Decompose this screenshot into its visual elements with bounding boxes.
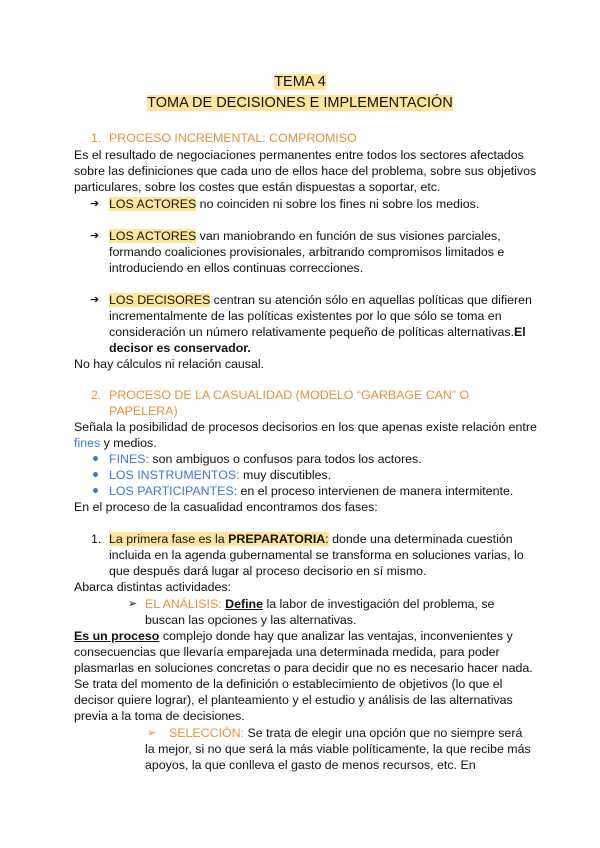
bullet-line-bold: decisor es conservador.: [109, 341, 251, 355]
phase1-line: que después dará lugar al proceso decisorio en sí mismo.: [109, 564, 427, 578]
arrowhead-icon: ➢: [128, 598, 138, 610]
term-decisores: LOS DECISORES: [109, 293, 211, 307]
seleccion-line: apoyos, la que conlleva el gasto de menos recursos, etc. En: [145, 758, 476, 772]
bullet-dot-icon: [93, 456, 98, 461]
arrow-icon: ➔: [90, 230, 100, 242]
arrow-icon: ➔: [90, 198, 100, 210]
proceso-line: Se trata del momento de la definición o establecimiento de objetivos (lo que el: [74, 677, 503, 691]
section1-intro-line: Es el resultado de negociaciones permanentes entre todos los sectores afectados: [74, 148, 524, 162]
proceso-line: consecuencias que llevaría emparejada una determinada medida, para poder: [74, 645, 500, 659]
term-actores: LOS ACTORES: [109, 229, 197, 243]
proceso-line: Es un proceso complejo donde hay que analizar las ventajas, inconvenientes y: [74, 629, 513, 643]
section2-title-cont: PAPELERA): [109, 404, 178, 418]
section2-intro-line: Señala la posibilidad de procesos decisorios en los que apenas existe relación entre: [74, 420, 537, 434]
bullet-actores-1: LOS ACTORES no coinciden ni sobre los fines ni sobre los medios.: [109, 197, 480, 211]
section2-number: 2.: [91, 388, 102, 402]
bullet-line: formando coaliciones provisionales, arbitrando compromisos limitados e: [109, 245, 505, 259]
proceso-line: plasmarlas en soluciones concretas o para decidir que no es necesario hacer nada.: [74, 661, 533, 675]
seleccion-line: la mejor, si no que será la más viable políticamente, la que recibe más: [145, 742, 531, 756]
analisis-item: EL ANÁLISIS: Define la labor de investigación del problema, se: [145, 597, 495, 611]
activities-label: Abarca distintas actividades:: [74, 580, 232, 594]
section1-number: 1.: [91, 131, 102, 145]
section2-intro-line: fines y medios.: [74, 436, 157, 450]
proceso-line: previa a la toma de decisiones.: [74, 709, 245, 723]
list-item-instrumentos: LOS INSTRUMENTOS: muy discutibles.: [109, 468, 332, 482]
section1-intro-line: particulares, sobre los costes que están dispuestas a soportar, etc.: [74, 180, 441, 194]
arrowhead-icon: ➢: [147, 727, 157, 739]
list-item-fines: FINES: son ambiguos o confusos para todos los actores.: [109, 452, 422, 466]
bullet-line: introduciendo en ellos continuas correcciones.: [109, 261, 364, 275]
analisis-line: buscan las opciones y las alternativas.: [145, 613, 357, 627]
phase1-number: 1.: [91, 532, 102, 546]
bullet-line: incrementalmente de las políticas existentes por lo que sólo se toma en: [109, 309, 502, 323]
page-title: TOMA DE DECISIONES E IMPLEMENTACIÓN: [147, 95, 453, 111]
bullet-dot-icon: [93, 472, 98, 477]
list-item-participantes: LOS PARTICIPANTES: en el proceso intervienen de manera intermitente.: [109, 484, 514, 498]
arrow-icon: ➔: [90, 294, 100, 306]
section2-title: PROCESO DE LA CASUALIDAD (MODELO “GARBAGE CAN” O: [109, 388, 470, 402]
bullet-line: consideración un número relativamente pequeño de políticas alternativas.El: [109, 325, 526, 339]
proceso-line: decisor quiere lograr), el planteamiento y el estudio y análisis de las alternativas: [74, 693, 513, 707]
bullet-dot-icon: [93, 488, 98, 493]
phase1-lead: La primera fase es la PREPARATORIA: donde una determinada cuestión: [109, 532, 513, 546]
section1-intro-line: sobre las definiciones que cada uno de ellos hace del problema, sobre sus objetivos: [74, 164, 537, 178]
tema-label: TEMA 4: [274, 74, 326, 90]
section1-closing: No hay cálculos ni relación causal.: [74, 357, 265, 371]
phase1-line: incluida en la agenda gubernamental se transforma en soluciones varias, lo: [109, 548, 524, 562]
bullet-decisores: LOS DECISORES centran su atención sólo en aquellas políticas que difieren: [109, 293, 532, 307]
bullet-actores-2: LOS ACTORES van maniobrando en función de sus visiones parciales,: [109, 229, 501, 243]
phases-intro: En el proceso de la casualidad encontramos dos fases:: [74, 500, 378, 514]
section1-title: PROCESO INCREMENTAL: COMPROMISO: [109, 131, 357, 145]
seleccion-item: SELECCIÓN: Se trata de elegir una opción que no siempre será: [169, 726, 523, 740]
term-actores: LOS ACTORES: [109, 197, 197, 211]
